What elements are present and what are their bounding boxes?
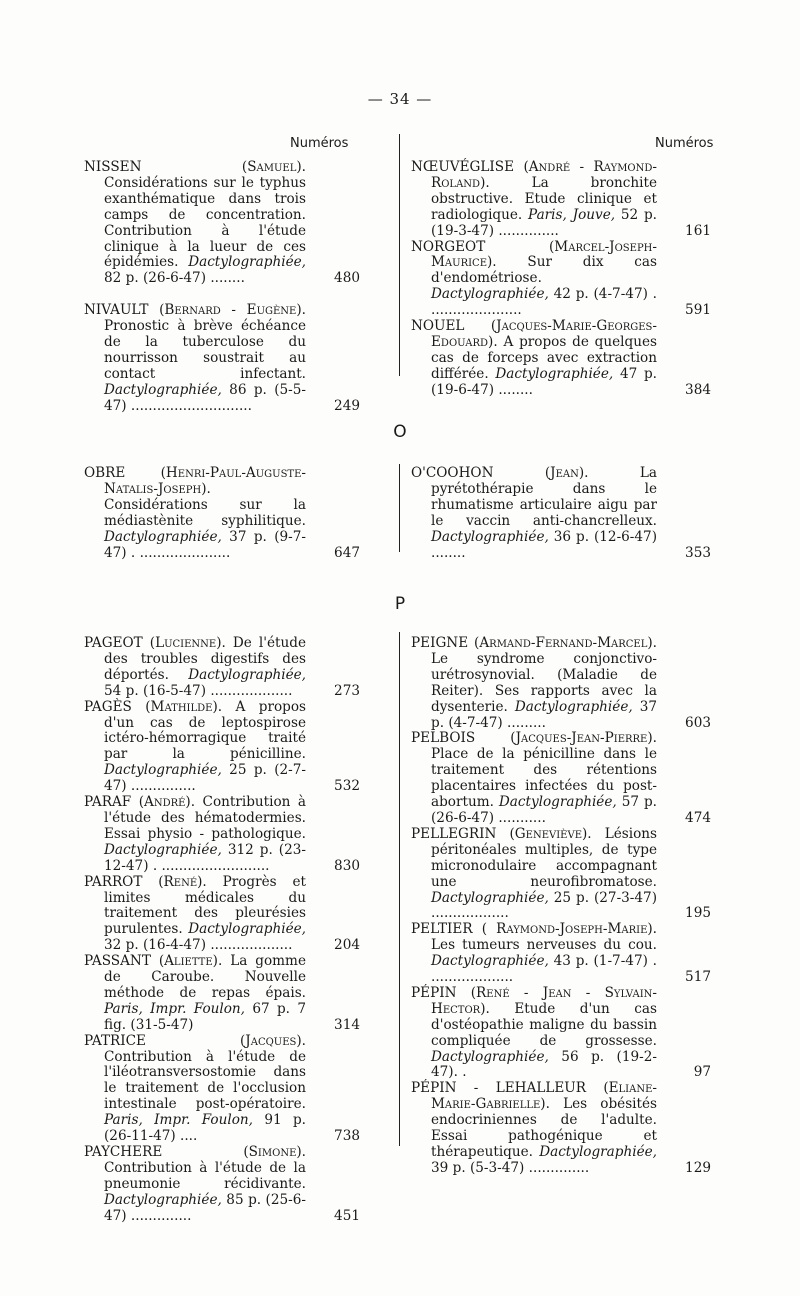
index-entry bbox=[411, 160, 711, 240]
pages-date: 85 p. (25-6-47) .............. bbox=[104, 1191, 306, 1224]
index-entry bbox=[411, 986, 711, 1081]
author-name: PÉPIN bbox=[411, 984, 471, 1001]
author-forenames: (Simone). bbox=[243, 1144, 306, 1160]
column-n-right bbox=[411, 160, 711, 399]
entry-number: 97 bbox=[693, 1064, 711, 1081]
index-entry bbox=[411, 636, 711, 731]
publication: Dactylographiée, bbox=[498, 794, 622, 811]
author-forenames: (Bernard - Eugène). bbox=[159, 302, 306, 319]
author-name: PÉPIN - LEHALLEUR bbox=[411, 1080, 604, 1097]
publication: Dactylographiée, bbox=[431, 953, 554, 970]
author-name: NOUEL bbox=[411, 318, 491, 335]
index-entry bbox=[84, 1145, 360, 1225]
index-entry bbox=[411, 466, 711, 561]
thesis-title: A propos d'un cas de leptospirose ictéro-hémorragique traité par la pénicilline. bbox=[104, 698, 306, 763]
author-name: NORGEOT bbox=[411, 238, 549, 255]
entry-number: 384 bbox=[685, 381, 711, 398]
publication: Dactylographiée, bbox=[104, 762, 230, 779]
thesis-title: Place de la pénicilline dans le traitement des rétentions placentaires infectées du post-abortum. bbox=[431, 746, 657, 811]
author-forenames: (André - Raymond-Roland). bbox=[431, 159, 657, 191]
publication: Dactylographiée, bbox=[514, 698, 640, 715]
publication: Dactylographiée, bbox=[431, 889, 554, 906]
index-entry bbox=[84, 954, 360, 1034]
index-entry bbox=[84, 466, 360, 561]
thesis-title: Contribution à l'étude de la pneumonie récidivante. bbox=[104, 1159, 306, 1192]
author-name: O'COOHON bbox=[411, 465, 545, 481]
entry-number: 603 bbox=[685, 714, 711, 731]
author-forenames: (Jacques). bbox=[239, 1032, 306, 1049]
author-name: PELBOIS bbox=[411, 730, 511, 747]
entry-number: 591 bbox=[685, 302, 711, 319]
author-forenames: (Jacques-Jean-Pierre). bbox=[510, 730, 657, 747]
publication: Dactylographiée, bbox=[104, 1191, 227, 1208]
publication: Dactylographiée, bbox=[431, 286, 554, 303]
publication: Dactylographiée, bbox=[104, 381, 230, 398]
entry-number: 474 bbox=[685, 809, 711, 826]
entry-number: 532 bbox=[334, 778, 360, 795]
pages-date: 32 p. (16-4-47) ................... bbox=[104, 937, 293, 954]
page-number: — 34 — bbox=[367, 90, 433, 108]
author-forenames: (Aliette). bbox=[158, 953, 231, 970]
pages-date: 39 p. (5-3-47) .............. bbox=[431, 1159, 590, 1176]
thesis-title: Considérations sur le typhus exanthématique dans trois camps de concentration. Contribution à l'étude clinique à la lueur de ces épidémies. bbox=[104, 174, 306, 271]
entry-gap bbox=[84, 287, 360, 303]
pages-date: 86 p. (5-5-47) ............................ bbox=[104, 381, 306, 414]
pages-date: 36 p. (12-6-47) ........ bbox=[431, 528, 658, 561]
author-name: NISSEN bbox=[84, 159, 242, 175]
entry-number: 353 bbox=[685, 544, 711, 561]
author-name: PAGÈS bbox=[84, 698, 146, 715]
thesis-title: La bronchite obstructive. Etude clinique et radiologique. bbox=[431, 174, 657, 223]
author-name: PATRICE bbox=[84, 1032, 240, 1049]
author-forenames: (Jean). bbox=[544, 465, 640, 481]
author-forenames: (Samuel). bbox=[241, 159, 306, 175]
entry-number: 480 bbox=[334, 270, 360, 287]
publication: Dactylographiée, bbox=[104, 528, 230, 545]
thesis-title: Sur dix cas d'endométriose. bbox=[431, 254, 657, 287]
author-name: PELLEGRIN bbox=[411, 825, 510, 842]
author-name: NIVAULT bbox=[84, 302, 160, 319]
author-forenames: (Henri-Paul-Auguste-Natalis-Joseph). bbox=[104, 465, 306, 497]
author-forenames: (Jacques-Marie-Georges-Edouard). bbox=[431, 318, 657, 350]
author-forenames: (Marcel-Joseph-Maurice). bbox=[431, 238, 657, 271]
author-forenames: (René - Jean - Sylvain-Hector). bbox=[431, 984, 657, 1017]
publication: Dactylographiée, bbox=[188, 254, 306, 271]
entry-number: 451 bbox=[334, 1207, 360, 1224]
author-name: NŒUVÉGLISE bbox=[411, 159, 524, 175]
author-name: PAYCHERE bbox=[84, 1144, 244, 1160]
index-entry bbox=[411, 827, 711, 922]
entry-number: 830 bbox=[334, 857, 360, 874]
pages-date: 47 p. (19-6-47) ........ bbox=[431, 365, 657, 398]
pages-date: 42 p. (4-7-47) . ..................... bbox=[431, 286, 657, 319]
index-entry bbox=[411, 240, 711, 320]
section-letter-p: P bbox=[394, 594, 406, 614]
index-entry bbox=[84, 795, 360, 875]
pages-date: 37 p. (4-7-47) ......... bbox=[431, 698, 657, 731]
entry-number: 129 bbox=[685, 1159, 711, 1176]
author-forenames: (Mathilde). bbox=[145, 698, 236, 715]
column-o-right bbox=[411, 466, 711, 561]
section-letter-o: O bbox=[393, 422, 407, 442]
thesis-title: Progrès et limites médicales du traitement des pleurésies purulentes. bbox=[104, 873, 306, 938]
pages-date: 25 p. (2-7-47) ............... bbox=[104, 762, 306, 795]
thesis-title: Les tumeurs nerveuses du cou. bbox=[431, 937, 657, 954]
thesis-title: Le syndrome conjonctivo-urétrosynovial. (Maladie de Reiter). Ses rapports avec la dysenterie. bbox=[431, 650, 657, 715]
index-entry bbox=[84, 875, 360, 955]
author-forenames: (Lucienne). bbox=[149, 635, 233, 651]
author-name: PASSANT bbox=[84, 953, 159, 970]
column-n-left bbox=[84, 160, 360, 415]
column-rule-p bbox=[399, 632, 400, 1146]
pages-date: 25 p. (27-3-47) .................. bbox=[431, 889, 658, 922]
thesis-title: Etude d'un cas d'ostéopathie maligne du bassin compliquée de grossesse. bbox=[431, 1000, 657, 1049]
column-p-right bbox=[411, 636, 711, 1177]
publication: Dactylographiée, bbox=[188, 666, 306, 683]
entry-number: 195 bbox=[685, 905, 711, 922]
index-entry bbox=[84, 1034, 360, 1145]
index-entry bbox=[411, 319, 711, 399]
thesis-title: Lésions péritonéales multiples, de type micronodulaire accompagnant une neurofibromatose. bbox=[431, 825, 657, 890]
entry-number: 647 bbox=[334, 544, 360, 561]
thesis-title: Considérations sur la médiastènite syphilitique. bbox=[104, 496, 306, 529]
thesis-title: Contribution à l'étude des hématodermies. Essai physio - pathologique. bbox=[104, 794, 306, 842]
thesis-title: Les obésités endocriniennes de l'adulte. Essai pathogénique et thérapeutique. bbox=[431, 1096, 658, 1160]
publication: Paris, Impr. Foulon, bbox=[104, 1000, 253, 1017]
index-entry bbox=[411, 1081, 711, 1176]
author-forenames: (Geneviève). bbox=[509, 825, 605, 842]
publication: Paris, Jouve, bbox=[528, 206, 621, 223]
pages-date: 37 p. (9-7-47) . ..................... bbox=[104, 528, 306, 561]
thesis-title: La pyrétothérapie dans le rhumatisme articulaire aigu par le vaccin anti-chancrelleux. bbox=[431, 465, 657, 529]
column-o-left bbox=[84, 466, 360, 561]
column-rule-o bbox=[399, 464, 400, 552]
entry-number: 738 bbox=[334, 1128, 360, 1145]
publication: Dactylographiée, bbox=[495, 365, 620, 382]
pages-date: 43 p. (1-7-47) . ................... bbox=[431, 953, 657, 986]
publication: Dactylographiée, bbox=[431, 1048, 562, 1065]
author-forenames: (René). bbox=[158, 873, 223, 890]
thesis-title: A propos de quelques cas de forceps avec extraction différée. bbox=[431, 333, 657, 382]
author-forenames: (Armand-Fernand-Marcel). bbox=[474, 635, 657, 651]
entry-number: 314 bbox=[334, 1016, 360, 1033]
author-forenames: (André). bbox=[138, 794, 203, 811]
index-entry bbox=[84, 700, 360, 795]
index-entry bbox=[411, 731, 711, 826]
index-entry bbox=[411, 922, 711, 986]
author-name: OBRE bbox=[84, 465, 161, 481]
thesis-title: La gomme de Caroube. Nouvelle méthode de repas épais. bbox=[104, 953, 306, 1001]
publication: Dactylographiée, bbox=[104, 841, 228, 858]
pages-date: 57 p. (26-6-47) ........... bbox=[431, 794, 657, 826]
column-header-right: Numéros bbox=[655, 136, 714, 151]
publication: Paris, Impr. Foulon, bbox=[104, 1112, 265, 1129]
publication: Dactylographiée, bbox=[539, 1144, 657, 1160]
entry-number: 249 bbox=[334, 397, 360, 414]
pages-date: 312 p. (23-12-47) . ......................... bbox=[104, 841, 306, 874]
index-entry bbox=[84, 303, 360, 414]
index-entry bbox=[84, 636, 360, 700]
thesis-title: De l'étude des troubles digestifs des déportés. bbox=[104, 635, 306, 683]
thesis-title: Pronostic à brève échéance de la tuberculose du nourrisson soustrait au contact infectant. bbox=[104, 318, 306, 382]
publication: Dactylographiée, bbox=[431, 528, 554, 545]
column-rule-n bbox=[399, 134, 400, 376]
publication: Dactylographiée, bbox=[188, 921, 306, 938]
pages-date: 82 p. (26-6-47) ........ bbox=[104, 270, 245, 287]
column-p-left bbox=[84, 636, 360, 1225]
thesis-title: Contribution à l'étude de l'iléotransversostomie dans le traitement de l'occlusion intestinale post-opératoire. bbox=[104, 1048, 306, 1113]
pages-date: 56 p. (19-2-47). . bbox=[431, 1048, 657, 1081]
author-name: PARROT bbox=[84, 873, 159, 890]
entry-number: 273 bbox=[334, 682, 360, 699]
entry-number: 204 bbox=[334, 937, 360, 954]
author-name: PARAF bbox=[84, 794, 139, 811]
author-forenames: (Eliane-Marie-Gabrielle). bbox=[431, 1080, 657, 1113]
pages-date: 54 p. (16-5-47) ................... bbox=[104, 682, 293, 699]
pages-date: 52 p. (19-3-47) .............. bbox=[431, 206, 657, 239]
pages-date: 67 p. 7 fig. (31-5-47) bbox=[104, 1000, 306, 1033]
author-name: PEIGNE bbox=[411, 635, 475, 651]
entry-number: 517 bbox=[685, 969, 711, 986]
entry-number: 161 bbox=[685, 222, 711, 239]
column-header-left: Numéros bbox=[290, 136, 349, 151]
pages-date: 91 p. (26-11-47) .... bbox=[104, 1112, 306, 1145]
index-entry bbox=[84, 160, 360, 287]
author-name: PELTIER bbox=[411, 921, 482, 938]
author-name: PAGEOT bbox=[84, 635, 150, 651]
author-forenames: ( Raymond-Joseph-Marie). bbox=[481, 921, 657, 938]
